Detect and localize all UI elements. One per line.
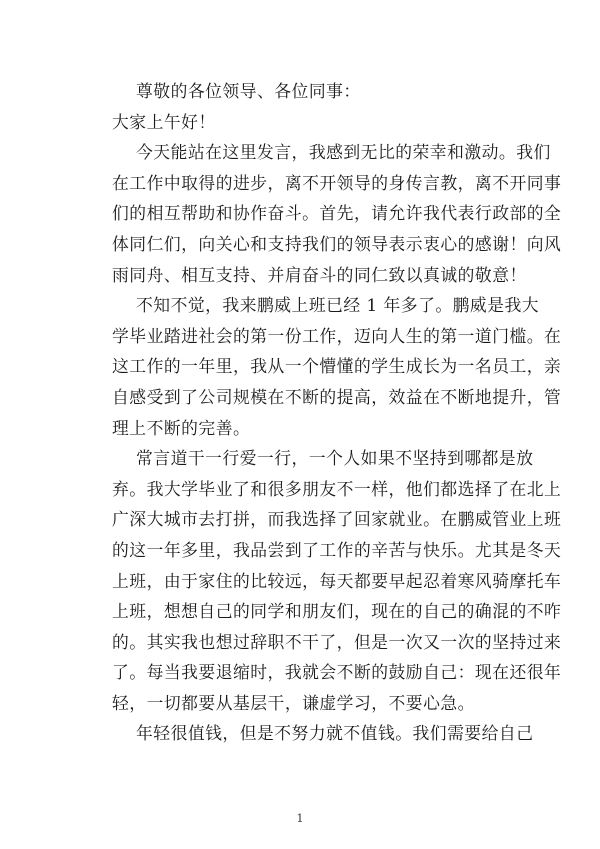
- paragraph-2-line-4: 自感受到了公司规模在不断的提高，效益在不断地提升，管: [112, 386, 562, 407]
- paragraph-2-line-1: 不知不觉，我来鹏威上班已经 1 年多了。鹏威是我大: [136, 295, 540, 316]
- paragraph-3-line-6: 上班，想想自己的同学和朋友们，现在的自己的确混的不咋: [112, 601, 562, 622]
- paragraph-3-line-1: 常言道干一行爱一行，一个人如果不坚持到哪都是放: [136, 448, 534, 469]
- paragraph-3-line-4: 的这一年多里，我品尝到了工作的辛苦与快乐。尤其是冬天: [112, 539, 562, 560]
- paragraph-1-line-4: 体同仁们，向关心和支持我们的领导表示衷心的感谢！向风: [112, 233, 562, 254]
- document-body: [112, 76, 562, 749]
- paragraph-3-line-7: 的。其实我也想过辞职不干了，但是一次又一次的坚持过来: [112, 631, 562, 652]
- paragraph-1-line-1: 今天能站在这里发言，我感到无比的荣幸和激动。我们: [136, 142, 551, 163]
- paragraph-3-line-8: 了。每当我要退缩时，我就会不断的鼓励自己：现在还很年: [112, 662, 562, 683]
- paragraph-3-line-2: 弃。我大学毕业了和很多朋友不一样，他们都选择了在北上: [112, 478, 562, 499]
- paragraph-3-line-3: 广深大城市去打拼，而我选择了回家就业。在鹏威管业上班: [112, 509, 562, 530]
- paragraph-1-line-5: 雨同舟、相互支持、并肩奋斗的同仁致以真诚的敬意！: [112, 264, 527, 285]
- paragraph-2-line-2: 学毕业踏进社会的第一份工作，迈向人生的第一道门槛。在: [112, 325, 562, 346]
- paragraph-2-line-3: 这工作的一年里，我从一个懵懂的学生成长为一名员工，亲: [112, 356, 562, 377]
- paragraph-3-line-9: 轻，一切都要从基层干，谦虚学习，不要心急。: [112, 692, 475, 713]
- paragraph-3-line-5: 上班，由于家住的比较远，每天都要早起忍着寒风骑摩托车: [112, 570, 562, 591]
- paragraph-1-line-3: 们的相互帮助和协作奋斗。首先，请允许我代表行政部的全: [112, 203, 562, 224]
- page-number: 1: [296, 812, 304, 825]
- salutation-leaders: 尊敬的各位领导、各位同事：: [136, 81, 361, 101]
- paragraph-1-line-2: 在工作中取得的进步，离不开领导的身传言教，离不开同事: [112, 172, 562, 193]
- paragraph-4-line-1: 年轻很值钱，但是不努力就不值钱。我们需要给自己: [136, 723, 534, 744]
- paragraph-2-line-5: 理上不断的完善。: [112, 417, 251, 438]
- salutation-greeting: 大家上午好！: [112, 111, 216, 132]
